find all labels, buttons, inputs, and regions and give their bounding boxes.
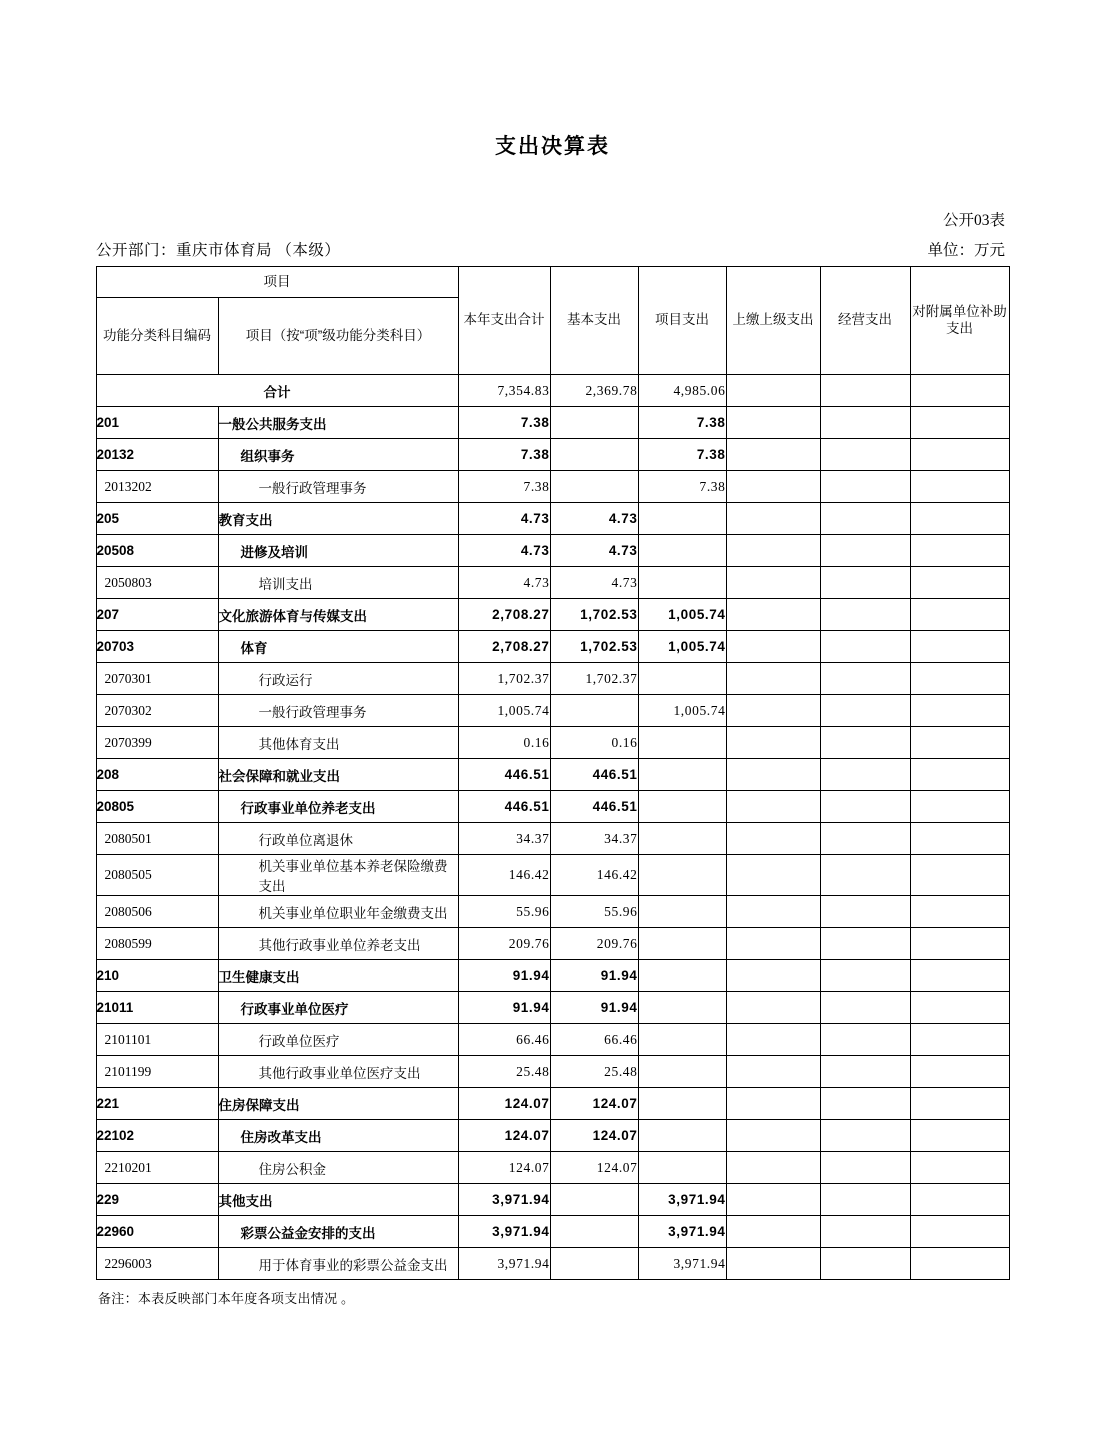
table-row — [96, 1184, 1009, 1216]
table-row — [96, 1216, 1009, 1248]
cell-operating — [820, 1248, 910, 1280]
cell-operating — [820, 567, 910, 599]
cell-year-total: 209.76 — [458, 928, 550, 960]
cell-operating — [820, 663, 910, 695]
table-row — [96, 791, 1009, 823]
header-col-year-total: 本年支出合计 — [458, 267, 550, 375]
cell-code: 2070399 — [96, 727, 218, 759]
cell-upper — [726, 1120, 820, 1152]
cell-code: 2210201 — [96, 1152, 218, 1184]
cell-basic — [550, 1248, 638, 1280]
cell-basic — [550, 407, 638, 439]
cell-name: 行政单位医疗 — [218, 1024, 458, 1056]
cell-year-total: 146.42 — [458, 855, 550, 896]
cell-project — [638, 567, 726, 599]
cell-year-total: 124.07 — [458, 1152, 550, 1184]
cell-year-total: 1,005.74 — [458, 695, 550, 727]
cell-name: 组织事务 — [218, 439, 458, 471]
cell-upper — [726, 535, 820, 567]
table-row — [96, 1152, 1009, 1184]
table-row — [96, 407, 1009, 439]
cell-operating — [820, 928, 910, 960]
cell-year-total: 7.38 — [458, 439, 550, 471]
cell-basic — [550, 1216, 638, 1248]
cell-operating — [820, 695, 910, 727]
cell-subsidy — [910, 896, 1009, 928]
cell-year-total: 91.94 — [458, 960, 550, 992]
cell-upper — [726, 1216, 820, 1248]
cell-basic: 4.73 — [550, 535, 638, 567]
cell-subsidy — [910, 471, 1009, 503]
cell-year-total: 446.51 — [458, 791, 550, 823]
cell-basic: 124.07 — [550, 1120, 638, 1152]
cell-name: 进修及培训 — [218, 535, 458, 567]
cell-upper — [726, 599, 820, 631]
total-label: 合计 — [96, 375, 458, 407]
cell-code: 207 — [96, 599, 218, 631]
cell-code: 22102 — [96, 1120, 218, 1152]
cell-upper — [726, 759, 820, 791]
cell-subsidy — [910, 1088, 1009, 1120]
cell-project — [638, 928, 726, 960]
cell-subsidy — [910, 855, 1009, 896]
cell-operating — [820, 439, 910, 471]
cell-upper — [726, 567, 820, 599]
table-header — [96, 267, 1009, 375]
table-row — [96, 823, 1009, 855]
cell-upper — [726, 855, 820, 896]
table-row — [96, 535, 1009, 567]
cell-subsidy — [910, 503, 1009, 535]
cell-operating — [820, 1120, 910, 1152]
cell-year-total: 1,702.37 — [458, 663, 550, 695]
cell-year-total: 7.38 — [458, 471, 550, 503]
cell-upper — [726, 1152, 820, 1184]
cell-basic: 209.76 — [550, 928, 638, 960]
cell-project: 3,971.94 — [638, 1248, 726, 1280]
cell-project: 3,971.94 — [638, 1216, 726, 1248]
cell-subsidy — [910, 992, 1009, 1024]
cell-upper — [726, 439, 820, 471]
cell-basic: 124.07 — [550, 1152, 638, 1184]
cell-project — [638, 663, 726, 695]
cell-code: 21011 — [96, 992, 218, 1024]
cell-subsidy — [910, 823, 1009, 855]
cell-name: 其他支出 — [218, 1184, 458, 1216]
cell-code: 2013202 — [96, 471, 218, 503]
cell-name: 行政运行 — [218, 663, 458, 695]
cell-project — [638, 823, 726, 855]
cell-name: 其他行政事业单位医疗支出 — [218, 1056, 458, 1088]
cell-project: 7.38 — [638, 439, 726, 471]
table-row — [96, 663, 1009, 695]
cell-code: 2050803 — [96, 567, 218, 599]
cell-subsidy — [910, 567, 1009, 599]
cell-year-total: 0.16 — [458, 727, 550, 759]
meta-row — [0, 238, 1105, 260]
cell-project: 1,005.74 — [638, 695, 726, 727]
cell-basic — [550, 439, 638, 471]
cell-upper — [726, 727, 820, 759]
cell-project: 3,971.94 — [638, 1184, 726, 1216]
table-row — [96, 1120, 1009, 1152]
cell-subsidy — [910, 1248, 1009, 1280]
cell-code: 2080599 — [96, 928, 218, 960]
cell-basic: 146.42 — [550, 855, 638, 896]
cell-upper — [726, 471, 820, 503]
cell-code: 2101101 — [96, 1024, 218, 1056]
cell-upper — [726, 791, 820, 823]
cell-basic: 1,702.37 — [550, 663, 638, 695]
total-cell-operating — [820, 375, 910, 407]
cell-subsidy — [910, 727, 1009, 759]
cell-subsidy — [910, 1152, 1009, 1184]
cell-upper — [726, 503, 820, 535]
cell-subsidy — [910, 599, 1009, 631]
cell-upper — [726, 928, 820, 960]
cell-project — [638, 855, 726, 896]
cell-subsidy — [910, 1184, 1009, 1216]
cell-project — [638, 1056, 726, 1088]
cell-upper — [726, 992, 820, 1024]
cell-name: 行政事业单位医疗 — [218, 992, 458, 1024]
cell-operating — [820, 791, 910, 823]
department-label: 公开部门：重庆市体育局 （本级） — [96, 242, 341, 259]
cell-upper — [726, 1088, 820, 1120]
cell-code: 229 — [96, 1184, 218, 1216]
cell-name: 行政事业单位养老支出 — [218, 791, 458, 823]
cell-subsidy — [910, 695, 1009, 727]
cell-subsidy — [910, 1216, 1009, 1248]
cell-basic: 55.96 — [550, 896, 638, 928]
cell-operating — [820, 599, 910, 631]
unit-label: 单位：万元 — [927, 242, 1005, 259]
cell-name: 彩票公益金安排的支出 — [218, 1216, 458, 1248]
cell-name: 其他体育支出 — [218, 727, 458, 759]
cell-subsidy — [910, 928, 1009, 960]
header-col-name: 项目（按“项”级功能分类科目） — [218, 298, 458, 375]
form-number: 公开03表 — [942, 212, 1005, 229]
cell-operating — [820, 1152, 910, 1184]
header-col-project: 项目支出 — [638, 267, 726, 375]
cell-code: 2080501 — [96, 823, 218, 855]
table-row — [96, 439, 1009, 471]
cell-upper — [726, 896, 820, 928]
cell-operating — [820, 407, 910, 439]
total-cell-year-total: 7,354.83 — [458, 375, 550, 407]
cell-name: 培训支出 — [218, 567, 458, 599]
table-row-total — [96, 375, 1009, 407]
cell-code: 2070302 — [96, 695, 218, 727]
cell-year-total: 91.94 — [458, 992, 550, 1024]
cell-year-total: 2,708.27 — [458, 599, 550, 631]
header-col-upper: 上缴上级支出 — [726, 267, 820, 375]
cell-upper — [726, 663, 820, 695]
table-row — [96, 1024, 1009, 1056]
cell-project — [638, 535, 726, 567]
cell-project — [638, 1120, 726, 1152]
cell-year-total: 3,971.94 — [458, 1184, 550, 1216]
table-row — [96, 960, 1009, 992]
table-row — [96, 759, 1009, 791]
table-row — [96, 1248, 1009, 1280]
cell-operating — [820, 1056, 910, 1088]
cell-project — [638, 727, 726, 759]
cell-code: 2080505 — [96, 855, 218, 896]
table-row — [96, 1088, 1009, 1120]
cell-upper — [726, 407, 820, 439]
cell-year-total: 66.46 — [458, 1024, 550, 1056]
cell-upper — [726, 823, 820, 855]
cell-name: 教育支出 — [218, 503, 458, 535]
cell-project: 1,005.74 — [638, 631, 726, 663]
table-row — [96, 1056, 1009, 1088]
header-col-subsidy: 对附属单位补助支出 — [910, 267, 1009, 375]
cell-operating — [820, 631, 910, 663]
cell-subsidy — [910, 960, 1009, 992]
page-title: 支出决算表 — [495, 135, 610, 158]
cell-code: 22960 — [96, 1216, 218, 1248]
cell-basic: 1,702.53 — [550, 599, 638, 631]
cell-name: 一般行政管理事务 — [218, 471, 458, 503]
cell-code: 2070301 — [96, 663, 218, 695]
total-cell-subsidy — [910, 375, 1009, 407]
cell-name: 其他行政事业单位养老支出 — [218, 928, 458, 960]
cell-project: 7.38 — [638, 407, 726, 439]
cell-code: 2101199 — [96, 1056, 218, 1088]
cell-operating — [820, 535, 910, 567]
cell-subsidy — [910, 759, 1009, 791]
expenditure-table — [96, 266, 1010, 1280]
cell-basic: 1,702.53 — [550, 631, 638, 663]
cell-year-total: 4.73 — [458, 535, 550, 567]
cell-operating — [820, 823, 910, 855]
cell-year-total: 3,971.94 — [458, 1248, 550, 1280]
cell-operating — [820, 471, 910, 503]
cell-project — [638, 1152, 726, 1184]
cell-subsidy — [910, 535, 1009, 567]
cell-name: 住房公积金 — [218, 1152, 458, 1184]
cell-basic: 34.37 — [550, 823, 638, 855]
cell-name: 机关事业单位职业年金缴费支出 — [218, 896, 458, 928]
cell-operating — [820, 1024, 910, 1056]
table-row — [96, 896, 1009, 928]
table-row — [96, 567, 1009, 599]
cell-name: 社会保障和就业支出 — [218, 759, 458, 791]
cell-basic: 66.46 — [550, 1024, 638, 1056]
cell-upper — [726, 1184, 820, 1216]
cell-project — [638, 1088, 726, 1120]
table-body — [96, 375, 1009, 1280]
cell-basic: 25.48 — [550, 1056, 638, 1088]
table-row — [96, 631, 1009, 663]
cell-basic — [550, 695, 638, 727]
cell-code: 210 — [96, 960, 218, 992]
cell-year-total: 25.48 — [458, 1056, 550, 1088]
cell-year-total: 446.51 — [458, 759, 550, 791]
cell-year-total: 3,971.94 — [458, 1216, 550, 1248]
header-col-code: 功能分类科目编码 — [96, 298, 218, 375]
cell-year-total: 124.07 — [458, 1120, 550, 1152]
cell-code: 2080506 — [96, 896, 218, 928]
cell-upper — [726, 631, 820, 663]
cell-project — [638, 960, 726, 992]
table-row — [96, 992, 1009, 1024]
cell-code: 2296003 — [96, 1248, 218, 1280]
cell-operating — [820, 992, 910, 1024]
cell-basic: 0.16 — [550, 727, 638, 759]
cell-name: 一般公共服务支出 — [218, 407, 458, 439]
total-cell-basic: 2,369.78 — [550, 375, 638, 407]
cell-subsidy — [910, 1056, 1009, 1088]
cell-project — [638, 1024, 726, 1056]
cell-subsidy — [910, 1120, 1009, 1152]
table-row — [96, 928, 1009, 960]
cell-name: 文化旅游体育与传媒支出 — [218, 599, 458, 631]
total-cell-upper — [726, 375, 820, 407]
cell-name: 一般行政管理事务 — [218, 695, 458, 727]
cell-subsidy — [910, 791, 1009, 823]
cell-operating — [820, 855, 910, 896]
cell-upper — [726, 1024, 820, 1056]
cell-name: 住房保障支出 — [218, 1088, 458, 1120]
cell-project — [638, 503, 726, 535]
table-row — [96, 503, 1009, 535]
cell-basic — [550, 471, 638, 503]
cell-upper — [726, 1056, 820, 1088]
cell-name: 住房改革支出 — [218, 1120, 458, 1152]
cell-subsidy — [910, 631, 1009, 663]
cell-upper — [726, 960, 820, 992]
cell-project — [638, 791, 726, 823]
cell-name: 体育 — [218, 631, 458, 663]
header-col-basic: 基本支出 — [550, 267, 638, 375]
cell-operating — [820, 960, 910, 992]
cell-upper — [726, 1248, 820, 1280]
cell-operating — [820, 896, 910, 928]
cell-operating — [820, 1088, 910, 1120]
cell-basic: 4.73 — [550, 503, 638, 535]
cell-code: 20805 — [96, 791, 218, 823]
cell-year-total: 2,708.27 — [458, 631, 550, 663]
cell-basic: 124.07 — [550, 1088, 638, 1120]
header-group-item: 项目 — [96, 267, 458, 298]
cell-operating — [820, 727, 910, 759]
cell-year-total: 4.73 — [458, 567, 550, 599]
cell-basic: 446.51 — [550, 759, 638, 791]
cell-basic: 91.94 — [550, 960, 638, 992]
cell-project — [638, 896, 726, 928]
cell-project — [638, 992, 726, 1024]
cell-code: 20703 — [96, 631, 218, 663]
cell-name: 行政单位离退休 — [218, 823, 458, 855]
cell-code: 208 — [96, 759, 218, 791]
cell-subsidy — [910, 663, 1009, 695]
cell-operating — [820, 1216, 910, 1248]
cell-project: 7.38 — [638, 471, 726, 503]
cell-operating — [820, 759, 910, 791]
table-row — [96, 695, 1009, 727]
table-row — [96, 599, 1009, 631]
table-footnote: 备注：本表反映部门本年度各项支出情况 。 — [98, 1291, 355, 1306]
cell-code: 201 — [96, 407, 218, 439]
cell-basic — [550, 1184, 638, 1216]
cell-year-total: 124.07 — [458, 1088, 550, 1120]
cell-subsidy — [910, 407, 1009, 439]
cell-code: 20508 — [96, 535, 218, 567]
cell-subsidy — [910, 439, 1009, 471]
cell-name: 用于体育事业的彩票公益金支出 — [218, 1248, 458, 1280]
cell-code: 221 — [96, 1088, 218, 1120]
table-row — [96, 471, 1009, 503]
cell-basic: 446.51 — [550, 791, 638, 823]
header-col-operating: 经营支出 — [820, 267, 910, 375]
table-row — [96, 727, 1009, 759]
cell-basic: 91.94 — [550, 992, 638, 1024]
cell-year-total: 55.96 — [458, 896, 550, 928]
table-row — [96, 855, 1009, 896]
cell-name: 卫生健康支出 — [218, 960, 458, 992]
cell-code: 20132 — [96, 439, 218, 471]
cell-year-total: 4.73 — [458, 503, 550, 535]
cell-operating — [820, 503, 910, 535]
cell-name: 机关事业单位基本养老保险缴费支出 — [218, 855, 458, 896]
cell-code: 205 — [96, 503, 218, 535]
cell-year-total: 7.38 — [458, 407, 550, 439]
cell-upper — [726, 695, 820, 727]
cell-project — [638, 759, 726, 791]
total-cell-project: 4,985.06 — [638, 375, 726, 407]
cell-subsidy — [910, 1024, 1009, 1056]
cell-year-total: 34.37 — [458, 823, 550, 855]
cell-operating — [820, 1184, 910, 1216]
cell-project: 1,005.74 — [638, 599, 726, 631]
cell-basic: 4.73 — [550, 567, 638, 599]
